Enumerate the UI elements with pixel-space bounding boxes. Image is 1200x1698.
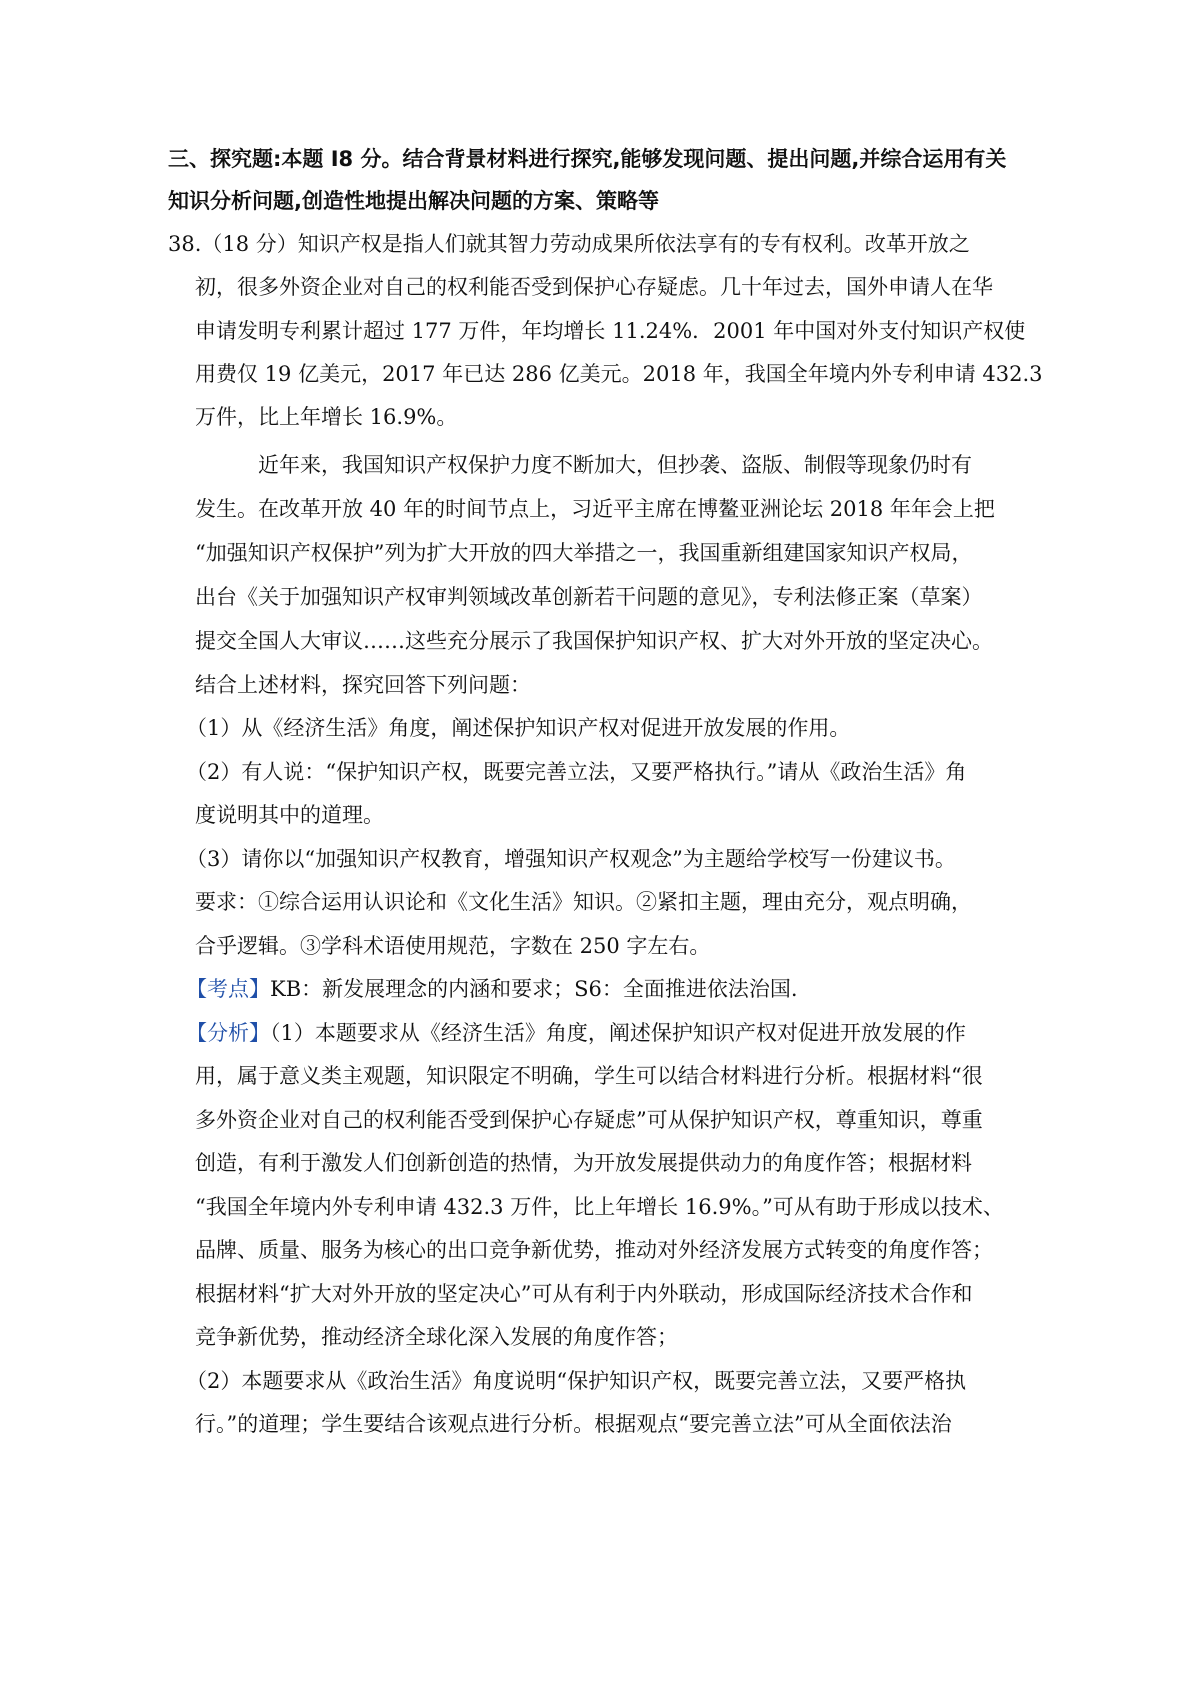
section-heading-line-1: 三、探究题:本题 I8 分。结合背景材料进行探究,能够发现问题、提出问题,并综合运用有关 bbox=[168, 147, 1007, 171]
fenxi-line: 竞争新优势，推动经济全球化深入发展的角度作答； bbox=[195, 1325, 678, 1349]
question-intro-line: 申请发明专利累计超过 177 万件，年均增长 11.24%．2001 年中国对外支付知识产权使 bbox=[195, 319, 1026, 343]
fenxi-line: 品牌、质量、服务为核心的出口竞争新优势，推动对外经济发展方式转变的角度作答； bbox=[195, 1238, 993, 1262]
sub-question-3-line: （3）请你以“加强知识产权教育，增强知识产权观念”为主题给学校写一份建议书。 bbox=[186, 847, 956, 871]
section-heading-line-2: 知识分析问题,创造性地提出解决问题的方案、策略等 bbox=[168, 189, 659, 213]
fenxi-part2-line: （2）本题要求从《政治生活》角度说明“保护知识产权，既要完善立法，又要严格执 bbox=[186, 1369, 967, 1393]
fenxi-line: 用，属于意义类主观题，知识限定不明确，学生可以结合材料进行分析。根据材料“很 bbox=[195, 1064, 983, 1088]
material-paragraph-line: 近年来，我国知识产权保护力度不断加大，但抄袭、盗版、制假等现象仍时有 bbox=[258, 453, 972, 477]
material-paragraph-line: 提交全国人大审议……这些充分展示了我国保护知识产权、扩大对外开放的坚定决心。 bbox=[195, 629, 993, 653]
fenxi-part2-line: 行。”的道理；学生要结合该观点进行分析。根据观点“要完善立法”可从全面依法治 bbox=[195, 1412, 952, 1436]
fenxi-line: 多外资企业对自己的权利能否受到保护心存疑虑”可从保护知识产权，尊重知识，尊重 bbox=[195, 1108, 983, 1132]
sub-question-1: （1）从《经济生活》角度，阐述保护知识产权对促进开放发展的作用。 bbox=[186, 716, 851, 740]
material-paragraph-line: “加强知识产权保护”列为扩大开放的四大举措之一，我国重新组建国家知识产权局， bbox=[195, 541, 973, 565]
fenxi-tag: 【分析】 bbox=[186, 1021, 270, 1045]
fenxi-first-line: （1）本题要求从《经济生活》角度，阐述保护知识产权对促进开放发展的作 bbox=[270, 1021, 966, 1045]
fenxi-line: 创造，有利于激发人们创新创造的热情，为开放发展提供动力的角度作答；根据材料 bbox=[195, 1151, 972, 1175]
material-paragraph-line: 结合上述材料，探究回答下列问题： bbox=[195, 673, 531, 697]
fenxi-row bbox=[186, 1023, 966, 1044]
sub-question-2-line: （2）有人说：“保护知识产权，既要完善立法，又要严格执行。”请从《政治生活》角 bbox=[186, 760, 967, 784]
question-intro-line: 万件，比上年增长 16.9%。 bbox=[195, 405, 458, 429]
question-intro-line: 初，很多外资企业对自己的权利能否受到保护心存疑虑。几十年过去，国外申请人在华 bbox=[195, 275, 993, 299]
fenxi-line: “我国全年境内外专利申请 432.3 万件，比上年增长 16.9%。”可从有助于形成以技术、 bbox=[195, 1195, 1004, 1219]
kaodian-row bbox=[186, 979, 798, 1000]
sub-question-3-line: 要求：①综合运用认识论和《文化生活》知识。②紧扣主题，理由充分，观点明确， bbox=[195, 890, 972, 914]
sub-question-3-line: 合乎逻辑。③学科术语使用规范，字数在 250 字左右。 bbox=[195, 934, 711, 958]
fenxi-line: 根据材料“扩大对外开放的坚定决心”可从有利于内外联动，形成国际经济技术合作和 bbox=[195, 1282, 973, 1306]
question-intro-line: 38.（18 分）知识产权是指人们就其智力劳动成果所依法享有的专有权利。改革开放之 bbox=[168, 232, 970, 256]
question-intro-line: 用费仅 19 亿美元，2017 年已达 286 亿美元。2018 年，我国全年境内外专利申请 432.3 bbox=[195, 362, 1043, 386]
material-paragraph-line: 发生。在改革开放 40 年的时间节点上，习近平主席在博鳌亚洲论坛 2018 年年会上把 bbox=[195, 497, 995, 521]
material-paragraph-line: 出台《关于加强知识产权审判领域改革创新若干问题的意见》，专利法修正案（草案） bbox=[195, 585, 983, 609]
sub-question-2-line: 度说明其中的道理。 bbox=[195, 803, 384, 827]
kaodian-tag: 【考点】 bbox=[186, 977, 270, 1001]
kaodian-text: KB：新发展理念的内涵和要求；S6：全面推进依法治国. bbox=[270, 977, 798, 1001]
